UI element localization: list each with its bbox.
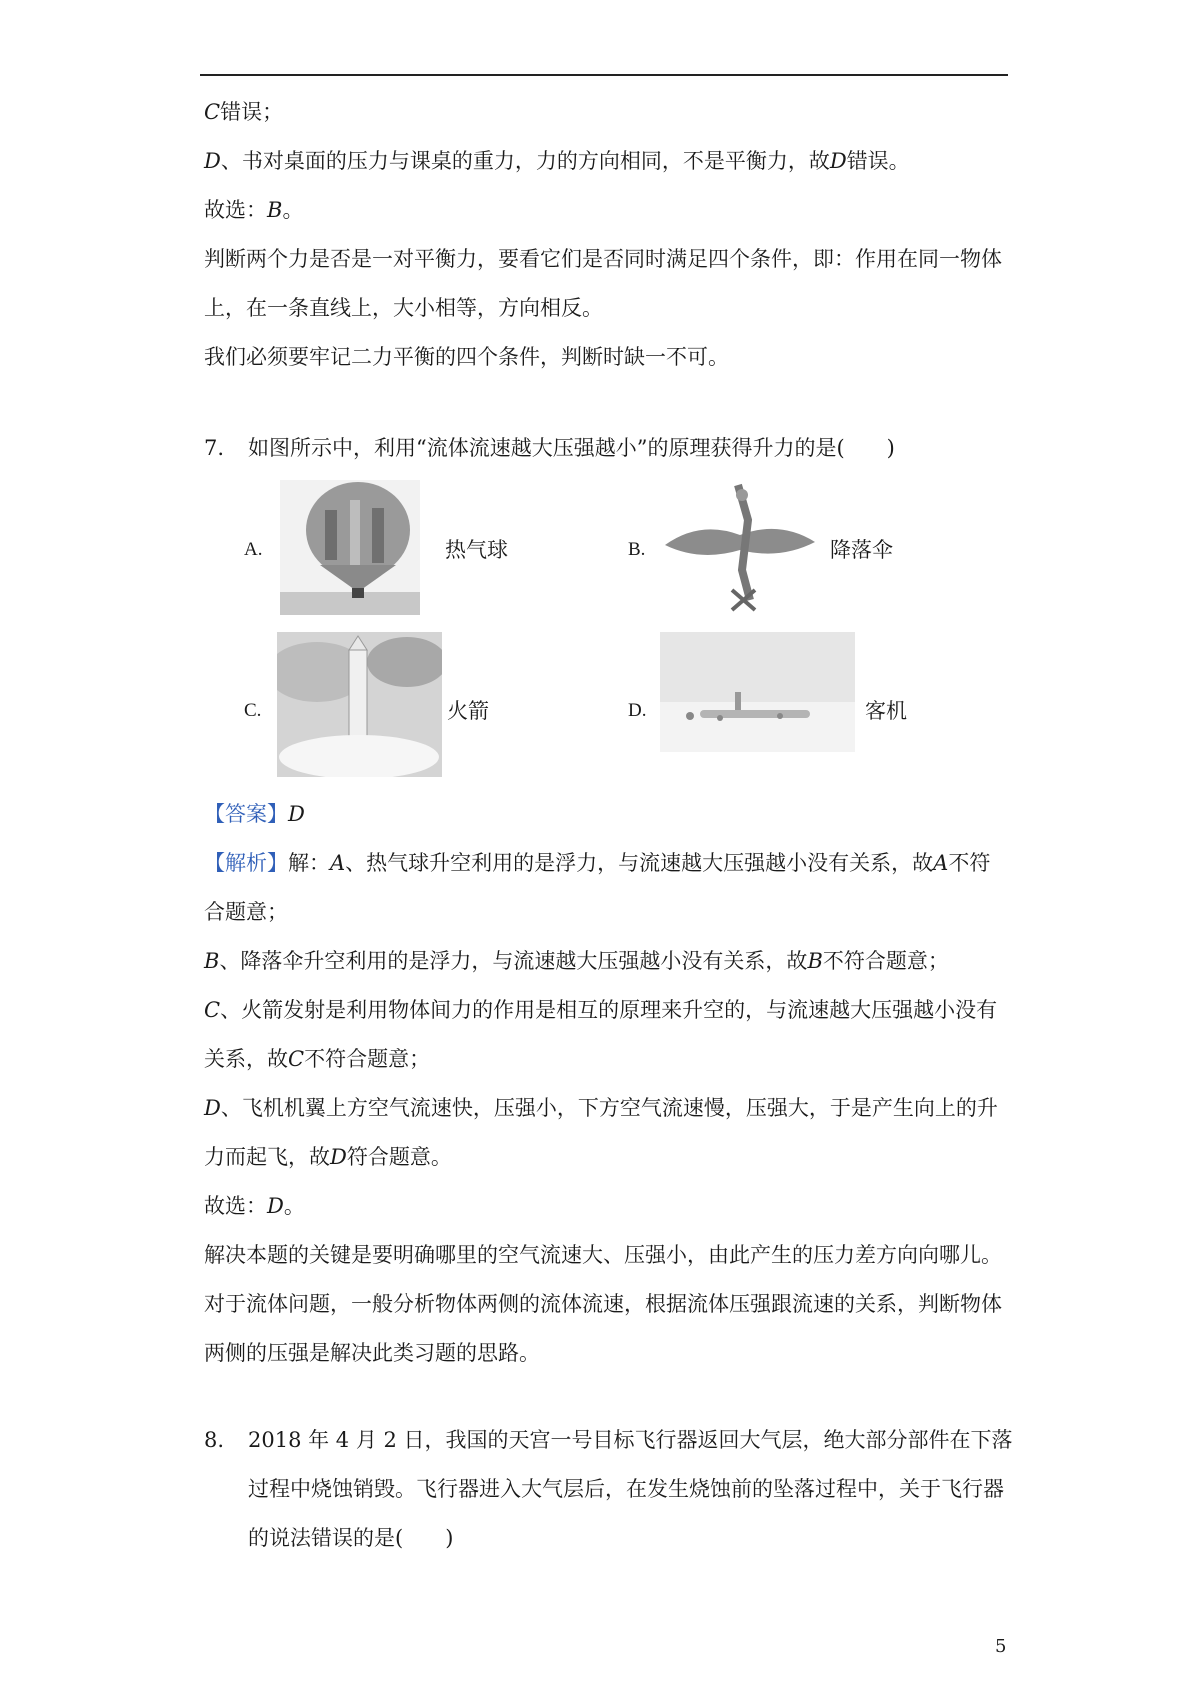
option-name: 热气球 [445,538,508,562]
answer-tag: 【答案】 [204,802,288,826]
analysis-line: 合题意； [204,900,288,924]
question-text: 如图所示中，利用“流体流速越大压强越小”的原理获得升力的是( ) [248,436,895,460]
hot-air-balloon-icon [280,480,420,615]
question-number: 7. [204,436,225,460]
answer-line [204,800,305,828]
option-letter: B. [628,539,646,560]
question-number: 8. [204,1428,225,1452]
option-name: 火箭 [447,699,489,723]
comment-line: 两侧的压强是解决此类习题的思路。 [204,1341,540,1365]
text-line: D、书对桌面的压力与课桌的重力，力的方向相同，不是平衡力，故D错误。 [204,149,910,173]
option-name: 客机 [865,699,907,723]
option-letter: A. [244,539,263,560]
analysis-line: 关系，故C不符合题意； [204,1047,431,1071]
question-text: 2018 年 4 月 2 日，我国的天宫一号目标飞行器返回大气层，绝大部分部件在下落 [248,1428,1013,1452]
analysis-tag: 【解析】 [204,851,288,875]
option-letter: D. [628,700,647,721]
analysis-line: B、降落伞升空利用的是浮力，与流速越大压强越小没有关系，故B不符合题意； [204,949,949,973]
comment-line: 对于流体问题，一般分析物体两侧的流体流速，根据流体压强跟流速的关系，判断物体 [204,1292,1002,1316]
question-text: 的说法错误的是( ) [248,1526,454,1550]
parachute-icon [660,480,820,620]
text-line: 我们必须要牢记二力平衡的四个条件，判断时缺一不可。 [204,345,729,369]
analysis-line: C、火箭发射是利用物体间力的作用是相互的原理来升空的，与流速越大压强越小没有 [204,998,998,1022]
option-name: 降落伞 [830,538,893,562]
text-line: C错误； [204,100,284,124]
analysis-line: 力而起飞，故D符合题意。 [204,1145,452,1169]
airliner-icon [660,632,855,752]
question-text: 过程中烧蚀销毁。飞行器进入大气层后，在发生烧蚀前的坠落过程中，关于飞行器 [248,1477,1004,1501]
rocket-icon [277,632,442,777]
analysis-line: D、飞机机翼上方空气流速快，压强小，下方空气流速慢，压强大，于是产生向上的升 [204,1096,998,1120]
header-rule [200,74,1008,76]
text-line: 判断两个力是否是一对平衡力，要看它们是否同时满足四个条件，即：作用在同一物体 [204,247,1002,271]
page-number: 5 [995,1636,1007,1657]
analysis-line: 故选：D。 [204,1194,305,1218]
text-line: 故选：B。 [204,198,304,222]
answer-value: D [288,802,305,826]
option-letter: C. [244,700,262,721]
text-line: 上，在一条直线上，大小相等，方向相反。 [204,296,603,320]
analysis-line: 【解析】解：A、热气球升空利用的是浮力，与流速越大压强越小没有关系，故A不符 [204,851,991,875]
comment-line: 解决本题的关键是要明确哪里的空气流速大、压强小，由此产生的压力差方向向哪儿。 [204,1243,1002,1267]
